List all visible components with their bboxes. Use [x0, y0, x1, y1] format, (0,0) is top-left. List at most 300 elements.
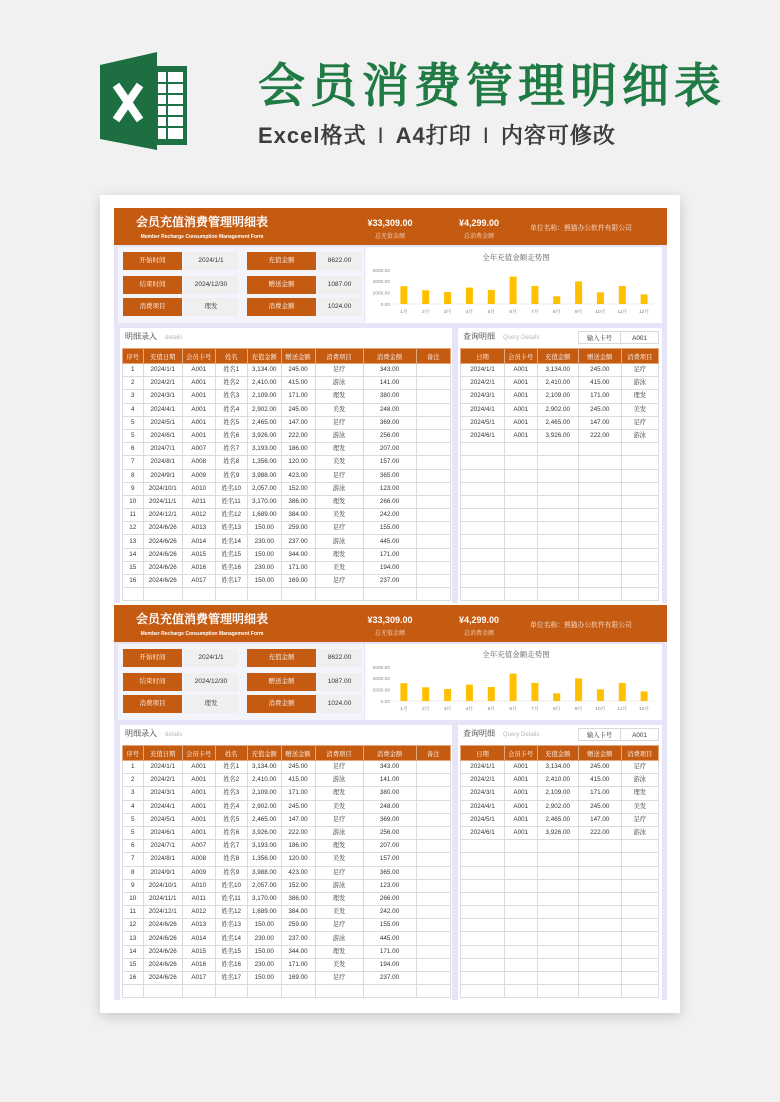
cell-remark — [416, 390, 451, 403]
cell-card-no: A001 — [505, 429, 538, 442]
table-header-row — [461, 746, 659, 761]
cell-consumption-amount: 343.00 — [363, 364, 416, 377]
cell-date: 2024/3/1 — [461, 787, 505, 800]
cell-card-no: A010 — [183, 482, 216, 495]
cell-card-no: A013 — [183, 919, 216, 932]
cell-remark — [416, 840, 451, 853]
cell-recharge-amount: 3,988.00 — [248, 866, 282, 879]
empty-cell — [537, 443, 579, 456]
cell-recharge-amount: 3,926.00 — [537, 826, 579, 839]
table-row — [123, 364, 451, 377]
empty-cell — [579, 879, 622, 892]
cell-recharge-amount: 230.00 — [248, 932, 282, 945]
column-header-consumption-item: 消费项目 — [621, 746, 659, 761]
cell-name: 姓名11 — [215, 495, 248, 508]
cell-name: 姓名6 — [215, 826, 248, 839]
cell-recharge-amount: 2,057.00 — [248, 879, 282, 892]
column-header-recharge-amount: 充值金额 — [248, 746, 282, 761]
cell-card-no: A011 — [183, 495, 216, 508]
cell-card-no: A001 — [183, 429, 216, 442]
empty-cell — [461, 972, 505, 985]
cell-consumption-amount: 123.00 — [363, 879, 416, 892]
cell-index: 15 — [123, 561, 144, 574]
y-tick-label: 2000.00 — [372, 291, 390, 297]
table-row — [123, 813, 451, 826]
cell-recharge-amount: 3,170.00 — [248, 495, 282, 508]
bar-11 — [619, 683, 626, 701]
cell-bonus-amount: 423.00 — [281, 469, 315, 482]
cell-recharge-date: 2024/3/1 — [143, 787, 183, 800]
cell-card-no: A001 — [183, 800, 216, 813]
empty-cell — [537, 575, 579, 588]
cell-index: 7 — [123, 853, 144, 866]
cell-card-no: A008 — [183, 853, 216, 866]
cell-recharge-date: 2024/6/26 — [143, 919, 183, 932]
sheet-header — [114, 605, 667, 642]
cell-card-no: A001 — [183, 390, 216, 403]
end-date-label: 结束时间 — [123, 673, 182, 691]
empty-cell — [579, 443, 622, 456]
cell-bonus-amount: 171.00 — [281, 390, 315, 403]
cell-consumption-item: 美发 — [315, 958, 363, 971]
cell-bonus-amount: 245.00 — [579, 364, 622, 377]
cell-card-no: A001 — [183, 761, 216, 774]
table-row — [123, 377, 451, 390]
table-row — [123, 774, 451, 787]
start-date-value[interactable]: 2024/1/1 — [184, 649, 238, 667]
empty-cell — [579, 892, 622, 905]
consumption-amount-label: 消费金额 — [247, 695, 316, 713]
empty-cell — [537, 958, 579, 971]
query-title-cn: 查询明细 — [463, 332, 495, 341]
card-input-field[interactable]: A001 — [620, 331, 659, 344]
empty-table-row — [461, 575, 659, 588]
cell-name: 姓名9 — [215, 866, 248, 879]
table-row — [461, 774, 659, 787]
empty-cell — [621, 495, 659, 508]
cell-recharge-amount: 3,193.00 — [248, 840, 282, 853]
cell-card-no: A015 — [183, 945, 216, 958]
cell-recharge-amount: 2,410.00 — [248, 377, 282, 390]
x-tick-label: 4月 — [465, 310, 474, 315]
cell-bonus-amount: 120.00 — [281, 853, 315, 866]
cell-index: 9 — [123, 879, 144, 892]
cell-consumption-item: 理发 — [315, 892, 363, 905]
bar-8 — [553, 693, 560, 701]
table-row — [461, 429, 659, 442]
bar-10 — [597, 689, 604, 701]
consumption-item-value[interactable]: 理发 — [184, 298, 238, 316]
card-input-label: 输入卡号 — [578, 331, 621, 344]
end-date-label: 结束时间 — [123, 276, 182, 294]
x-tick-label: 9月 — [574, 707, 583, 712]
cell-card-no: A001 — [505, 787, 538, 800]
cell-index: 4 — [123, 800, 144, 813]
cell-consumption-amount: 369.00 — [363, 813, 416, 826]
column-header-consumption-item: 消费项目 — [621, 349, 659, 364]
table-row — [123, 416, 451, 429]
cell-name: 姓名17 — [215, 575, 248, 588]
total-recharge-value: ¥33,309.00 — [367, 218, 413, 228]
column-header-card-no: 会员卡号 — [183, 746, 216, 761]
empty-cell — [461, 932, 505, 945]
cell-recharge-date: 2024/6/26 — [143, 932, 183, 945]
cell-recharge-amount: 2,109.00 — [537, 390, 579, 403]
cell-remark — [416, 761, 451, 774]
empty-cell — [621, 866, 659, 879]
table-row — [461, 416, 659, 429]
empty-cell — [461, 522, 505, 535]
cell-card-no: A001 — [183, 813, 216, 826]
table-row — [123, 443, 451, 456]
cell-index: 13 — [123, 535, 144, 548]
column-header-card-no: 会员卡号 — [505, 349, 538, 364]
x-tick-label: 12月 — [639, 310, 650, 315]
empty-cell — [579, 469, 622, 482]
table-row — [123, 787, 451, 800]
bar-4 — [466, 685, 473, 701]
cell-recharge-date: 2024/5/1 — [143, 813, 183, 826]
cell-card-no: A001 — [183, 403, 216, 416]
table-row — [123, 866, 451, 879]
empty-cell — [505, 522, 538, 535]
total-consumption-value: ¥4,299.00 — [458, 218, 500, 228]
cell-remark — [416, 972, 451, 985]
empty-cell — [461, 548, 505, 561]
total-consumption-kpi — [434, 218, 524, 241]
cell-index: 7 — [123, 456, 144, 469]
cell-index: 1 — [123, 761, 144, 774]
empty-cell — [461, 575, 505, 588]
cell-remark — [416, 469, 451, 482]
cell-recharge-date: 2024/6/26 — [143, 535, 183, 548]
empty-cell — [461, 879, 505, 892]
empty-cell — [621, 985, 659, 998]
cell-name: 姓名5 — [215, 813, 248, 826]
card-input-label: 输入卡号 — [578, 728, 621, 741]
cell-consumption-amount: 266.00 — [363, 892, 416, 905]
cell-consumption-amount: 207.00 — [363, 840, 416, 853]
cell-card-no: A001 — [505, 813, 538, 826]
cell-name: 姓名3 — [215, 390, 248, 403]
cell-consumption-item: 美发 — [315, 853, 363, 866]
cell-consumption-amount: 171.00 — [363, 548, 416, 561]
empty-cell — [537, 588, 579, 601]
empty-cell — [579, 575, 622, 588]
table-row — [461, 761, 659, 774]
cell-name: 姓名4 — [215, 800, 248, 813]
empty-table-row — [461, 840, 659, 853]
consumption-item-value[interactable]: 理发 — [184, 695, 238, 713]
cell-consumption-amount: 155.00 — [363, 919, 416, 932]
sheet-page — [100, 208, 680, 605]
cell-name: 姓名5 — [215, 416, 248, 429]
cell-consumption-item: 足疗 — [315, 972, 363, 985]
detail-entry-panel — [120, 725, 452, 1000]
cell-consumption-amount: 194.00 — [363, 958, 416, 971]
column-header-bonus-amount: 赠送金额 — [281, 746, 315, 761]
cell-recharge-amount: 2,057.00 — [248, 482, 282, 495]
table-row — [123, 958, 451, 971]
cell-name: 姓名11 — [215, 892, 248, 905]
cell-index: 14 — [123, 548, 144, 561]
empty-cell — [505, 469, 538, 482]
cell-bonus-amount: 222.00 — [579, 429, 622, 442]
cell-bonus-amount: 152.00 — [281, 879, 315, 892]
cell-recharge-amount: 230.00 — [248, 958, 282, 971]
chart-panel — [365, 247, 662, 323]
empty-cell — [505, 535, 538, 548]
cell-recharge-amount: 2,410.00 — [537, 377, 579, 390]
cell-date: 2024/3/1 — [461, 390, 505, 403]
table-row — [461, 813, 659, 826]
bar-11 — [619, 286, 626, 304]
filter-panel — [118, 644, 364, 720]
empty-cell — [461, 919, 505, 932]
empty-table-row — [461, 892, 659, 905]
empty-cell — [363, 985, 416, 998]
query-table — [460, 348, 659, 601]
cell-recharge-date: 2024/8/1 — [143, 456, 183, 469]
empty-cell — [363, 588, 416, 601]
consumption-item-label: 消费项目 — [123, 298, 182, 316]
cell-remark — [416, 377, 451, 390]
start-date-value[interactable]: 2024/1/1 — [184, 252, 238, 270]
subtitle-separator: I — [482, 123, 490, 148]
card-input-field[interactable]: A001 — [620, 728, 659, 741]
bar-1 — [400, 286, 407, 304]
chart-title: 全年充值金额走势图 — [482, 650, 550, 659]
cell-remark — [416, 416, 451, 429]
sheet-title: 会员充值消费管理明细表 — [135, 612, 268, 626]
cell-bonus-amount: 415.00 — [579, 377, 622, 390]
empty-table-row — [461, 443, 659, 456]
empty-table-row — [461, 482, 659, 495]
cell-recharge-date: 2024/6/1 — [143, 429, 183, 442]
cell-index: 3 — [123, 787, 144, 800]
cell-card-no: A001 — [505, 774, 538, 787]
cell-recharge-amount: 150.00 — [248, 919, 282, 932]
column-header-remark: 备注 — [416, 746, 451, 761]
query-panel — [458, 328, 662, 603]
empty-cell — [505, 509, 538, 522]
excel-icon — [100, 52, 188, 150]
cell-card-no: A007 — [183, 840, 216, 853]
empty-cell — [579, 588, 622, 601]
cell-card-no: A008 — [183, 456, 216, 469]
cell-card-no: A016 — [183, 561, 216, 574]
banner-subtitle — [258, 122, 616, 150]
empty-cell — [621, 892, 659, 905]
table-row — [123, 469, 451, 482]
empty-cell — [281, 588, 315, 601]
empty-cell — [505, 945, 538, 958]
cell-bonus-amount: 169.00 — [281, 972, 315, 985]
cell-card-no: A017 — [183, 575, 216, 588]
cell-remark — [416, 853, 451, 866]
cell-card-no: A010 — [183, 879, 216, 892]
detail-entry-title — [125, 332, 182, 343]
cell-remark — [416, 495, 451, 508]
cell-index: 9 — [123, 482, 144, 495]
cell-recharge-date: 2024/1/1 — [143, 364, 183, 377]
cell-name: 姓名8 — [215, 853, 248, 866]
empty-cell — [461, 509, 505, 522]
bar-7 — [531, 286, 538, 304]
cell-consumption-item: 足疗 — [315, 813, 363, 826]
cell-bonus-amount: 245.00 — [281, 403, 315, 416]
x-tick-label: 3月 — [443, 707, 452, 712]
cell-index: 5 — [123, 429, 144, 442]
cell-card-no: A009 — [183, 469, 216, 482]
start-date-label: 开始时间 — [123, 649, 182, 667]
cell-name: 姓名13 — [215, 919, 248, 932]
cell-date: 2024/6/1 — [461, 429, 505, 442]
cell-name: 姓名17 — [215, 972, 248, 985]
table-row — [461, 390, 659, 403]
cell-remark — [416, 787, 451, 800]
empty-cell — [281, 985, 315, 998]
empty-cell — [537, 879, 579, 892]
empty-cell — [505, 575, 538, 588]
cell-consumption-item: 足疗 — [315, 575, 363, 588]
cell-consumption-item: 理发 — [315, 548, 363, 561]
cell-bonus-amount: 384.00 — [281, 906, 315, 919]
cell-card-no: A001 — [505, 761, 538, 774]
bar-8 — [553, 296, 560, 304]
empty-cell — [579, 866, 622, 879]
empty-table-row — [461, 561, 659, 574]
empty-cell — [461, 906, 505, 919]
empty-cell — [579, 945, 622, 958]
empty-cell — [461, 945, 505, 958]
table-row — [123, 456, 451, 469]
end-date-value[interactable]: 2024/12/30 — [184, 673, 238, 691]
cell-bonus-amount: 259.00 — [281, 919, 315, 932]
cell-consumption-amount: 237.00 — [363, 575, 416, 588]
cell-card-no: A012 — [183, 906, 216, 919]
x-tick-label: 10月 — [595, 310, 606, 315]
cell-remark — [416, 945, 451, 958]
cell-consumption-item: 理发 — [315, 443, 363, 456]
cell-remark — [416, 443, 451, 456]
cell-card-no: A001 — [505, 364, 538, 377]
cell-recharge-amount: 3,134.00 — [248, 761, 282, 774]
cell-index: 15 — [123, 958, 144, 971]
empty-cell — [537, 972, 579, 985]
empty-table-row — [123, 985, 451, 998]
cell-name: 姓名13 — [215, 522, 248, 535]
empty-cell — [461, 866, 505, 879]
column-header-name: 姓名 — [215, 349, 248, 364]
cell-index: 8 — [123, 469, 144, 482]
cell-recharge-amount: 2,902.00 — [248, 800, 282, 813]
cell-consumption-item: 美发 — [621, 800, 659, 813]
empty-table-row — [461, 958, 659, 971]
cell-recharge-amount: 3,926.00 — [537, 429, 579, 442]
empty-cell — [621, 443, 659, 456]
cell-card-no: A015 — [183, 548, 216, 561]
table-row — [123, 403, 451, 416]
subtitle-format: Excel格式 — [258, 123, 367, 148]
empty-cell — [505, 906, 538, 919]
empty-cell — [505, 840, 538, 853]
cell-remark — [416, 774, 451, 787]
cell-consumption-item: 游泳 — [315, 535, 363, 548]
cell-remark — [416, 958, 451, 971]
cell-consumption-item: 美发 — [621, 403, 659, 416]
cell-bonus-amount: 120.00 — [281, 456, 315, 469]
cell-recharge-amount: 150.00 — [248, 575, 282, 588]
consumption-amount-value: 1024.00 — [317, 298, 362, 316]
cell-card-no: A001 — [183, 787, 216, 800]
cell-name: 姓名6 — [215, 429, 248, 442]
cell-recharge-amount: 3,926.00 — [248, 826, 282, 839]
cell-index: 5 — [123, 826, 144, 839]
chart-panel — [365, 644, 662, 720]
cell-consumption-amount: 248.00 — [363, 403, 416, 416]
empty-cell — [579, 958, 622, 971]
cell-recharge-amount: 150.00 — [248, 945, 282, 958]
recharge-amount-label: 充值金额 — [247, 252, 316, 270]
empty-cell — [621, 522, 659, 535]
table-row — [461, 800, 659, 813]
cell-index: 3 — [123, 390, 144, 403]
bar-6 — [510, 277, 517, 304]
empty-cell — [579, 972, 622, 985]
cell-bonus-amount: 169.00 — [281, 575, 315, 588]
empty-cell — [579, 932, 622, 945]
empty-table-row — [461, 522, 659, 535]
cell-bonus-amount: 259.00 — [281, 522, 315, 535]
y-tick-label: 0.00 — [380, 699, 390, 705]
x-tick-label: 4月 — [465, 707, 474, 712]
query-panel — [458, 725, 662, 1000]
empty-cell — [461, 456, 505, 469]
empty-table-row — [461, 548, 659, 561]
empty-cell — [621, 509, 659, 522]
cell-consumption-item: 理发 — [315, 495, 363, 508]
cell-recharge-date: 2024/7/1 — [143, 443, 183, 456]
table-row — [123, 575, 451, 588]
cell-date: 2024/5/1 — [461, 813, 505, 826]
cell-index: 5 — [123, 416, 144, 429]
cell-date: 2024/2/1 — [461, 377, 505, 390]
y-tick-label: 6000.00 — [372, 665, 390, 671]
column-header-card-no: 会员卡号 — [505, 746, 538, 761]
cell-index: 6 — [123, 840, 144, 853]
cell-recharge-amount: 2,902.00 — [537, 800, 579, 813]
empty-cell — [315, 588, 363, 601]
empty-cell — [621, 972, 659, 985]
column-header-recharge-date: 充值日期 — [143, 746, 183, 761]
empty-table-row — [461, 906, 659, 919]
table-row — [461, 787, 659, 800]
column-header-recharge-amount: 充值金额 — [537, 349, 579, 364]
recharge-trend-chart — [365, 644, 662, 720]
empty-cell — [621, 853, 659, 866]
empty-cell — [621, 906, 659, 919]
cell-consumption-amount: 194.00 — [363, 561, 416, 574]
empty-cell — [461, 840, 505, 853]
cell-name: 姓名1 — [215, 364, 248, 377]
empty-cell — [621, 588, 659, 601]
empty-table-row — [461, 495, 659, 508]
end-date-value[interactable]: 2024/12/30 — [184, 276, 238, 294]
cell-index: 2 — [123, 377, 144, 390]
sheet-header — [114, 208, 667, 245]
cell-recharge-amount: 3,988.00 — [248, 469, 282, 482]
